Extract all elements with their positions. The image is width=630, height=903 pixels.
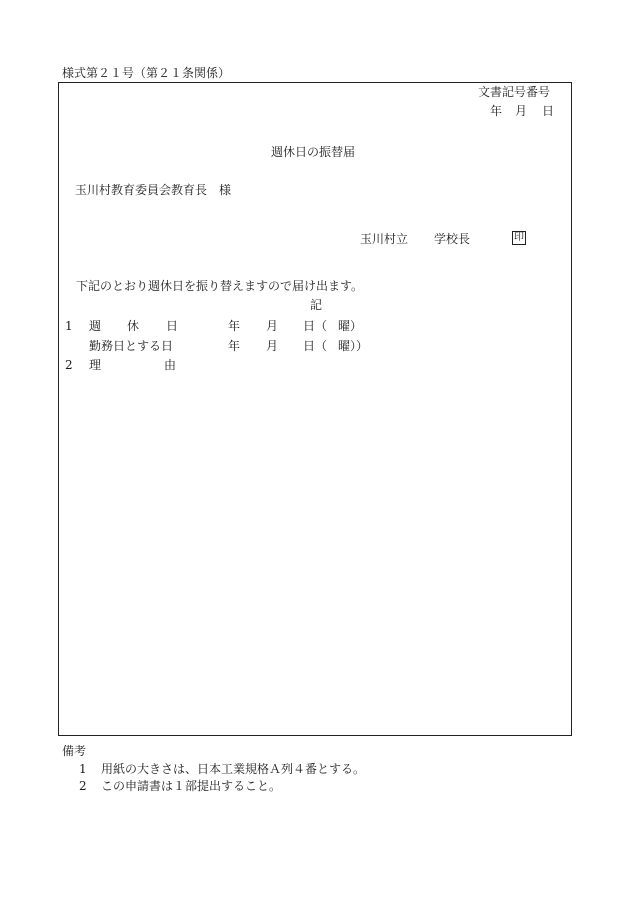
date-day-label: 日: [542, 104, 555, 118]
ki-label: 記: [310, 298, 323, 312]
item-label: 勤務日とする日: [89, 339, 174, 353]
document-title: 週休日の振替届: [271, 145, 356, 159]
sender-title: 学校長: [434, 232, 471, 246]
note-text: この申請書は１部提出すること。: [101, 779, 282, 793]
item-month: 月: [266, 339, 279, 353]
item-label-char: 日: [166, 319, 179, 333]
item-label-char: 由: [164, 358, 177, 372]
form-number: 様式第２１号（第２１条関係）: [62, 66, 231, 80]
item-label-char: 週: [89, 319, 102, 333]
item-label-char: 休: [127, 319, 140, 333]
item-label-char: 理: [89, 358, 102, 372]
date-year-label: 年: [490, 104, 503, 118]
document-frame: [58, 82, 572, 736]
addressee: 玉川村教育委員会教育長 様: [75, 183, 232, 197]
note-number: 2: [79, 779, 87, 793]
item-year: 年: [228, 339, 241, 353]
notes-heading: 備考: [62, 744, 87, 758]
note-number: 1: [79, 762, 87, 776]
body-text: 下記のとおり週休日を振り替えますので届け出ます。: [76, 279, 364, 293]
item-weekday: 曜）: [338, 319, 363, 333]
item-number: 1: [65, 319, 73, 333]
note-text: 用紙の大きさは、日本工業規格Ａ列４番とする。: [101, 762, 366, 776]
item-number: 2: [65, 358, 73, 372]
doc-code-label: 文書記号番号: [478, 85, 551, 99]
item-day: 日（: [303, 339, 328, 353]
item-month: 月: [266, 319, 279, 333]
seal-stamp: 印: [514, 232, 524, 243]
item-weekday: 曜））: [338, 339, 369, 353]
sender-school: 玉川村立: [360, 232, 409, 246]
item-day: 日（: [303, 319, 328, 333]
item-year: 年: [228, 319, 241, 333]
date-month-label: 月: [515, 104, 528, 118]
